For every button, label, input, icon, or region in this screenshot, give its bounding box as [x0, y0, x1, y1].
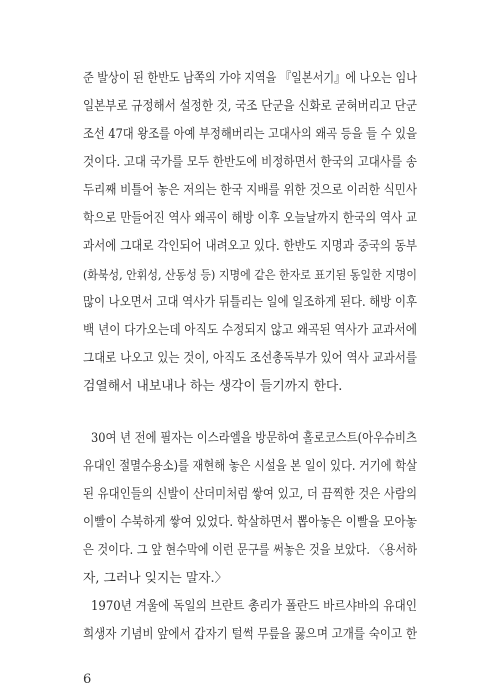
text-line-content: 학으로 만들어진 역사 왜곡이 해방 이후 오늘날까지 한국의 역사 교 [83, 211, 418, 226]
text-line-content: (화북성, 안휘성, 산동성 등) 지명에 같은 한자로 표기된 동일한 지명이 [83, 268, 418, 282]
text-line-content: 30여 년 전에 필자는 이스라엘을 방문하여 홀로코스트(아우슈비츠 [91, 431, 418, 446]
text-line-content: 두리째 비틀어 놓은 저의는 한국 지배를 위한 것으로 이러한 식민사 [83, 183, 418, 198]
text-line-content: 준 발상이 된 한반도 남쪽의 가야 지역을 『일본서기』에 나오는 임나 [83, 71, 417, 86]
page-number: 6 [83, 672, 92, 687]
text-line-content: 조선 47대 왕조를 아예 부정해버리는 고대사의 왜곡 등을 들 수 있을 [83, 127, 417, 142]
text-line-content: 많이 나오면서 고대 역사가 뒤틀리는 일에 일조하게 된다. 해방 이후 [83, 295, 418, 310]
text-line-content: 과서에 그대로 각인되어 내려오고 있다. 한반도 지명과 중국의 동부 [83, 239, 418, 254]
text-line-content: 유대인 절멸수용소)를 재현해 놓은 시설을 본 일이 있다. 거기에 학살 [83, 459, 417, 474]
text-line-content: 은 것이다. 그 앞 현수막에 이런 문구를 써놓은 것을 보았다. 〈용서하 [83, 543, 418, 558]
text-line-content: 그대로 나오고 있는 것이, 아직도 조선총독부가 있어 역사 교과서를 [83, 351, 418, 366]
text-line-content: 희생자 기념비 앞에서 갑자기 털썩 무릎을 꿇으며 고개를 숙이고 한 [83, 627, 418, 642]
text-line-content: 자, 그러나 잊지는 말자.〉 [83, 571, 228, 586]
text-line-content: 것이다. 고대 국가를 모두 한반도에 비정하면서 한국의 고대사를 송 [83, 155, 418, 170]
text-line-content: 이빨이 수북하게 쌓여 있었다. 학살하면서 뽑아놓은 이빨을 모아놓 [83, 515, 418, 530]
text-line-content: 검열해서 내보내나 하는 생각이 들기까지 한다. [83, 379, 343, 394]
text-line-content: 된 유대인들의 신발이 산더미처럼 쌓여 있고, 더 끔찍한 것은 사람의 [83, 487, 418, 502]
text-line-content: 백 년이 다가오는데 아직도 수정되지 않고 왜곡된 역사가 교과서에 [83, 323, 418, 338]
text-line-content: 1970년 겨울에 독일의 브란트 총리가 폴란드 바르샤바의 유대인 [91, 599, 418, 614]
text-line-content: 일본부로 규정해서 설정한 것, 국조 단군을 신화로 굳혀버리고 단군 [83, 99, 418, 114]
